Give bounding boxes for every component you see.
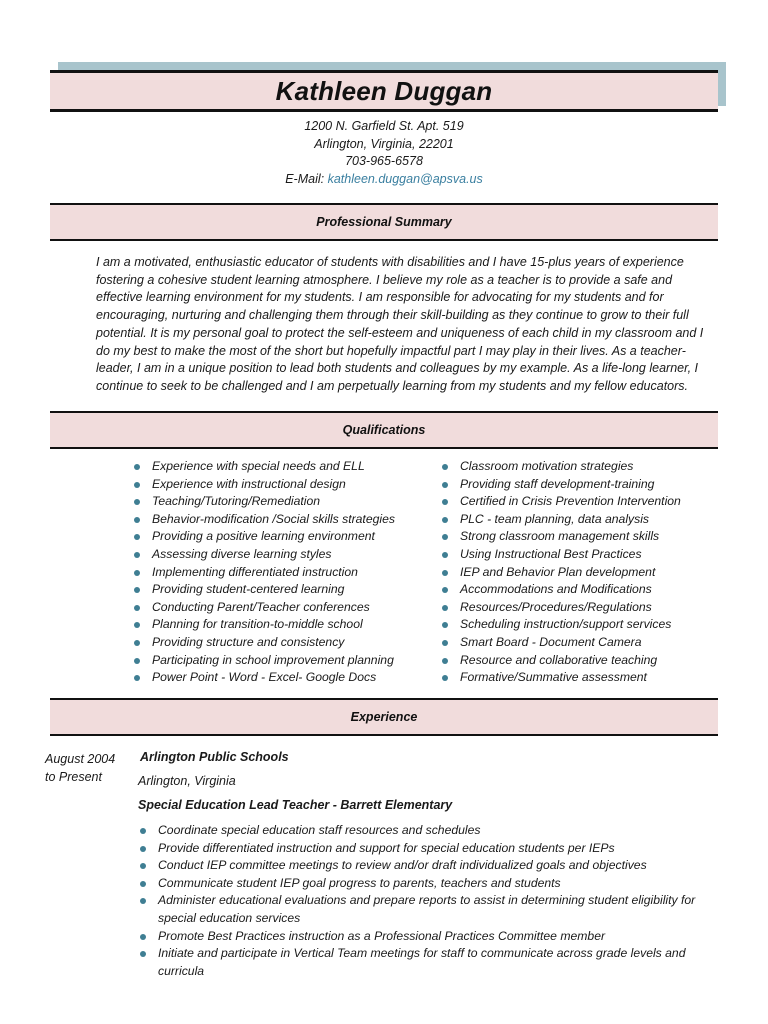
bullet-icon: [140, 898, 146, 904]
bullet-icon: [442, 534, 448, 540]
duty-item: [140, 875, 710, 893]
bullet-icon: [134, 675, 140, 681]
bullet-icon: [442, 675, 448, 681]
qualification-item: [442, 652, 722, 670]
summary-title: Professional Summary: [316, 215, 452, 229]
bullet-icon: [134, 570, 140, 576]
qualifications-list-left: [134, 458, 434, 687]
experience-section-header: [50, 698, 718, 736]
address-line-1: 1200 N. Garfield St. Apt. 519: [304, 119, 464, 133]
qualification-item-text: Power Point - Word - Excel- Google Docs: [152, 670, 377, 685]
date-end: to Present: [45, 770, 102, 784]
bullet-icon: [134, 517, 140, 523]
duty-item-text: Communicate student IEP goal progress to parents, teachers and students: [158, 875, 561, 890]
qualification-item-text: Strong classroom management skills: [460, 529, 660, 544]
qualification-item-text: Using Instructional Best Practices: [460, 546, 642, 561]
qualification-item-text: Assessing diverse learning styles: [152, 546, 332, 561]
qualifications-title: Qualifications: [342, 423, 426, 437]
qualification-item: [442, 476, 722, 494]
qualifications-list-right: [442, 458, 722, 687]
qualification-item: [134, 511, 434, 529]
summary-section-header: [50, 203, 718, 241]
qualification-item: [134, 616, 434, 634]
qualification-item-text: Providing a positive learning environment: [152, 529, 375, 544]
employment-dates: [45, 750, 135, 786]
qualification-item: [134, 546, 434, 564]
email-label: E-Mail:: [285, 171, 328, 186]
bullet-icon: [134, 605, 140, 611]
bullet-icon: [140, 828, 146, 834]
duty-item-text: Conduct IEP committee meetings to review and/or draft individualized goals and objectives: [158, 858, 647, 873]
qualification-item: [134, 599, 434, 617]
qualification-item-text: IEP and Behavior Plan development: [460, 564, 656, 579]
employer-name: Arlington Public Schools: [140, 750, 289, 764]
bullet-icon: [140, 881, 146, 887]
duty-item: [140, 892, 710, 927]
bullet-icon: [442, 587, 448, 593]
bullet-icon: [134, 482, 140, 488]
duty-item-text: Provide differentiated instruction and support for special education students per IEPs: [158, 840, 615, 855]
bullet-icon: [140, 951, 146, 957]
bullet-icon: [134, 464, 140, 470]
qualification-item: [134, 528, 434, 546]
name-banner: [50, 70, 718, 112]
duty-item: [140, 840, 710, 858]
duty-item: [140, 857, 710, 875]
bullet-icon: [134, 658, 140, 664]
duty-item-text: Promote Best Practices instruction as a Professional Practices Committee member: [158, 928, 606, 943]
email-row: [0, 171, 768, 189]
qualification-item-text: Providing structure and consistency: [152, 634, 345, 649]
qualification-item-text: Implementing differentiated instruction: [152, 564, 358, 579]
bullet-icon: [442, 552, 448, 558]
bullet-icon: [140, 863, 146, 869]
bullet-icon: [442, 499, 448, 505]
qualification-item-text: Providing student-centered learning: [152, 582, 345, 597]
qualification-item: [134, 652, 434, 670]
bullet-icon: [442, 658, 448, 664]
qualification-item: [134, 581, 434, 599]
qualification-item: [134, 669, 434, 687]
qualification-item-text: Certified in Crisis Prevention Intervention: [460, 494, 681, 509]
qualification-item: [134, 493, 434, 511]
contact-block: [0, 118, 768, 188]
qualification-item: [442, 511, 722, 529]
duties-list: [140, 822, 710, 980]
qualification-item: [442, 599, 722, 617]
qualification-item-text: Classroom motivation strategies: [460, 459, 634, 473]
summary-text: I am a motivated, enthusiastic educator of students with disabilities and I have 15-plus years of experience fostering a cohesive student learning atmosphere. I believe my role as a teacher is to provide a safe and effective learning environment for my students. I am responsible for advocating for my students and for encouraging, nurturing and challenging them through their skill-building as they continue to grow to their full potential. It is my personal goal to protect the self-esteem and uniqueness of each child in my classroom and I do my best to make the most of the short but hopefully impactful part I may play in their lives. As a teacher-leader, I am in a unique position to lead both students and colleagues by my example. As a life-long learner, I continue to seek to be challenged and I am perpetually learning from my students and my fellow educators.: [96, 255, 704, 393]
qualification-item: [442, 616, 722, 634]
qualification-item-text: Smart Board - Document Camera: [460, 634, 642, 649]
bullet-icon: [442, 464, 448, 470]
qualification-item: [442, 669, 722, 687]
duty-item: [140, 822, 710, 840]
employer-location: Arlington, Virginia: [138, 774, 236, 788]
bullet-icon: [442, 622, 448, 628]
qualification-item-text: Accommodations and Modifications: [460, 582, 652, 597]
email-link[interactable]: kathleen.duggan@apsva.us: [327, 171, 483, 186]
bullet-icon: [134, 622, 140, 628]
qualification-item: [442, 634, 722, 652]
qualification-item: [134, 564, 434, 582]
qualification-item: [442, 564, 722, 582]
address-line-2: Arlington, Virginia, 22201: [314, 136, 454, 151]
qualification-item-text: Resources/Procedures/Regulations: [460, 599, 652, 614]
qualification-item: [134, 634, 434, 652]
date-start: August 2004: [45, 752, 116, 766]
bullet-icon: [442, 570, 448, 576]
qualification-item-text: Scheduling instruction/support services: [460, 617, 672, 632]
duty-item-text: Coordinate special education staff resources and schedules: [158, 823, 481, 837]
bullet-icon: [140, 934, 146, 940]
bullet-icon: [442, 517, 448, 523]
bullet-icon: [134, 499, 140, 505]
bullet-icon: [134, 552, 140, 558]
bullet-icon: [442, 640, 448, 646]
qualification-item-text: Experience with special needs and ELL: [152, 459, 365, 473]
qualification-item-text: Providing staff development-training: [460, 476, 655, 491]
qualification-item-text: PLC - team planning, data analysis: [460, 511, 650, 526]
duty-item-text: Initiate and participate in Vertical Team meetings for staff to communicate across grade levels and curricula: [158, 946, 686, 978]
qualification-item: [442, 581, 722, 599]
duty-item: [140, 945, 710, 980]
qualification-item-text: Teaching/Tutoring/Remediation: [152, 494, 321, 509]
qualification-item: [442, 493, 722, 511]
qualification-item: [134, 458, 434, 476]
duty-item: [140, 928, 710, 946]
qualification-item: [134, 476, 434, 494]
duty-item-text: Administer educational evaluations and prepare reports to assist in determining student eligibility for special education services: [158, 893, 696, 925]
resume-name: Kathleen Duggan: [275, 75, 493, 106]
bullet-icon: [134, 640, 140, 646]
qualification-item-text: Formative/Summative assessment: [460, 670, 647, 685]
bullet-icon: [442, 605, 448, 611]
qualification-item-text: Conducting Parent/Teacher conferences: [152, 599, 370, 614]
qualification-item-text: Participating in school improvement planning: [152, 652, 394, 667]
qualification-item: [442, 528, 722, 546]
job-title: Special Education Lead Teacher - Barrett Elementary: [138, 798, 453, 812]
qualification-item-text: Planning for transition-to-middle school: [152, 617, 363, 632]
experience-title: Experience: [350, 710, 418, 724]
qualification-item: [442, 458, 722, 476]
bullet-icon: [134, 587, 140, 593]
phone-number: 703-965-6578: [345, 154, 423, 168]
bullet-icon: [140, 846, 146, 852]
qualification-item-text: Experience with instructional design: [152, 476, 346, 491]
qualifications-section-header: [50, 411, 718, 449]
qualification-item-text: Resource and collaborative teaching: [460, 652, 658, 667]
bullet-icon: [134, 534, 140, 540]
qualification-item-text: Behavior-modification /Social skills strategies: [152, 511, 395, 526]
bullet-icon: [442, 482, 448, 488]
qualification-item: [442, 546, 722, 564]
